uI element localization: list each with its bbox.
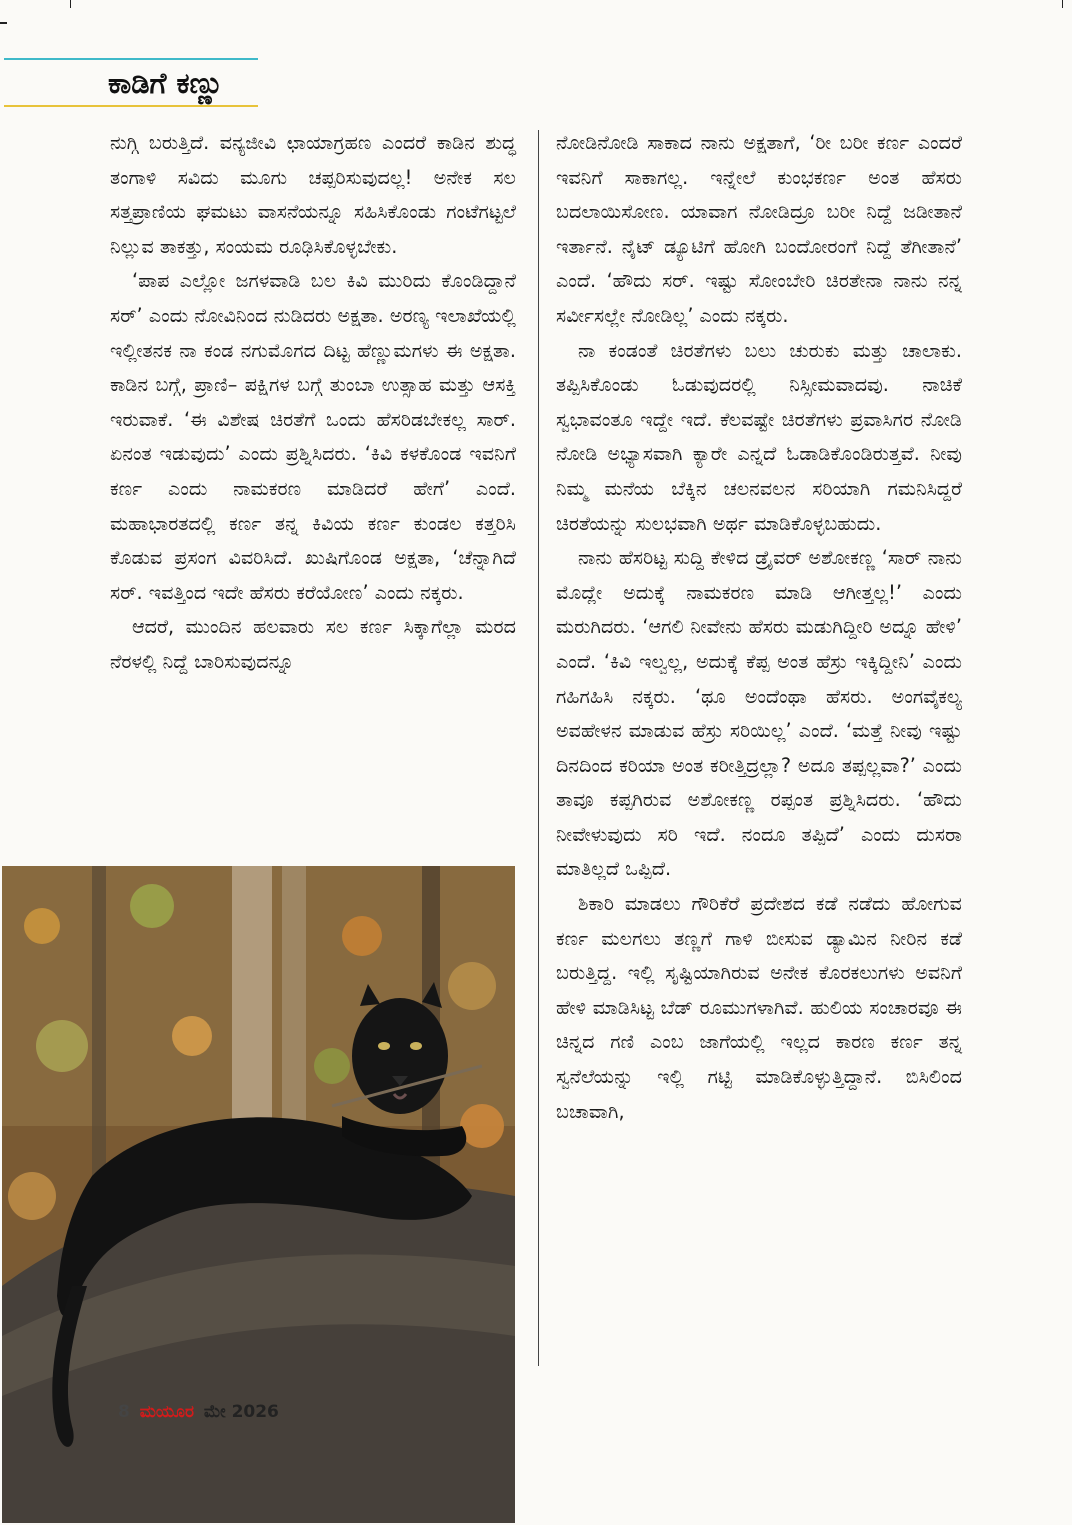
section-title: ಕಾಡಿಗೆ ಕಣ್ಣು xyxy=(108,66,224,100)
right-column xyxy=(556,126,962,1129)
paragraph: ನಾನು ಹೆಸರಿಟ್ಟ ಸುದ್ದಿ ಕೇಳಿದ ಡ್ರೈವರ್ ಅಶೋಕಣ್ಣ ‘ಸಾರ್ ನಾನು ಮೊದ್ಲೇ ಅದುಕ್ಕೆ ನಾಮಕರಣ ಮಾಡಿ ಆಗೀತ್ತಲ್ಲ!’ ಎಂದು ಮರುಗಿದರು. ‘ಆಗಲಿ ನೀವೇನು ಹೆಸರು ಮಡುಗಿದ್ದೀರಿ ಅದ್ನೂ ಹೇಳಿ’ ಎಂದೆ. ‘ಕಿವಿ ಇಲ್ವಲ್ಲ, ಅದುಕ್ಕೆ ಕೆಪ್ಪ ಅಂತ ಹೆಸ್ರು ಇಕ್ಕಿದ್ದೀನಿ’ ಎಂದು ಗಹಿಗಹಿಸಿ ನಕ್ಕರು. ‘ಥೂ ಅಂದೆಂಥಾ ಹೆಸರು. ಅಂಗವೈಕಲ್ಯ ಅವಹೇಳನ ಮಾಡುವ ಹೆಸ್ರು ಸರಿಯಿಲ್ಲ’ ಎಂದೆ. ‘ಮತ್ತೆ ನೀವು ಇಷ್ಟು ದಿನದಿಂದ ಕರಿಯಾ ಅಂತ ಕರೀತ್ತಿದ್ರಲ್ಲಾ? ಅದೂ ತಪ್ಪಲ್ಲವಾ?’ ಎಂದು ತಾವೂ ಕಪ್ಪಗಿರುವ ಅಶೋಕಣ್ಣ ರಪ್ಪಂತ ಪ್ರಶ್ನಿಸಿದರು. ‘ಹೌದು ನೀವೇಳುವುದು ಸರಿ ಇದೆ. ನಂದೂ ತಪ್ಪಿದೆ’ ಎಂದು ದುಸರಾ ಮಾತಿಲ್ಲದೆ ಒಪ್ಪಿದೆ. xyxy=(556,546,962,881)
paragraph: ‘ಪಾಪ ಎಲ್ಲೋ ಜಗಳವಾಡಿ ಬಲ ಕಿವಿ ಮುರಿದು ಕೊಂಡಿದ್ದಾನೆ ಸರ್’ ಎಂದು ನೋವಿನಿಂದ ನುಡಿದರು ಅಕ್ಷತಾ. ಅರಣ್ಯ ಇಲಾಖೆಯಲ್ಲಿ ಇಲ್ಲೀತನಕ ನಾ ಕಂಡ ನಗುಮೊಗದ ದಿಟ್ಟ ಹೆಣ್ಣುಮಗಳು ಈ ಅಕ್ಷತಾ. ಕಾಡಿನ ಬಗ್ಗೆ, ಪ್ರಾಣಿ– ಪಕ್ಷಿಗಳ ಬಗ್ಗೆ ತುಂಬಾ ಉತ್ಸಾಹ ಮತ್ತು ಆಸಕ್ತಿ ಇರುವಾಕೆ. ‘ಈ ವಿಶೇಷ ಚಿರತೆಗೆ ಒಂದು ಹೆಸರಿಡಬೇಕಲ್ಲ ಸಾರ್. ಏನಂತ ಇಡುವುದು’ ಎಂದು ಪ್ರಶ್ನಿಸಿದರು. ‘ಕಿವಿ ಕಳಕೊಂಡ ಇವನಿಗೆ ಕರ್ಣ ಎಂದು ನಾಮಕರಣ ಮಾಡಿದರೆ ಹೇಗೆ’ ಎಂದೆ. ಮಹಾಭಾರತದಲ್ಲಿ ಕರ್ಣ ತನ್ನ ಕಿವಿಯ ಕರ್ಣ ಕುಂಡಲ ಕತ್ತರಿಸಿ ಕೊಡುವ ಪ್ರಸಂಗ ವಿವರಿಸಿದೆ. ಖುಷಿಗೊಂಡ ಅಕ್ಷತಾ, ‘ಚೆನ್ನಾಗಿದೆ ಸರ್. ಇವತ್ತಿಂದ ಇದೇ ಹೆಸರು ಕರೆಯೋಣ’ ಎಂದು ನಕ್ಕರು. xyxy=(110,269,516,604)
magazine-name: ಮಯೂರ xyxy=(139,1402,194,1422)
paragraph: ನೋಡಿನೋಡಿ ಸಾಕಾದ ನಾನು ಅಕ್ಷತಾಗೆ, ‘ರೀ ಬರೀ ಕರ್ಣ ಎಂದರೆ ಇವನಿಗೆ ಸಾಕಾಗಲ್ಲ. ಇನ್ನೇಲೆ ಕುಂಭಕರ್ಣ ಅಂತ ಹೆಸರು ಬದಲಾಯಿಸೋಣ. ಯಾವಾಗ ನೋಡಿದ್ರೂ ಬರೀ ನಿದ್ದೆ ಜಡೀತಾನೆ ಇರ್ತಾನೆ. ನೈಟ್ ಡ್ಯೂಟಿಗೆ ಹೋಗಿ ಬಂದೋರಂಗೆ ನಿದ್ದೆ ತೆಗೀತಾನೆ’ ಎಂದೆ. ‘ಹೌದು ಸರ್. ಇಷ್ಟು ಸೋಂಬೇರಿ ಚಿರತೇನಾ ನಾನು ನನ್ನ ಸರ್ವೀಸಲ್ಲೇ ನೋಡಿಲ್ಲ’ ಎಂದು ನಕ್ಕರು. xyxy=(556,131,962,327)
black-panther-photo xyxy=(2,866,515,1523)
paragraph: ಶಿಕಾರಿ ಮಾಡಲು ಗೌರಿಕೆರೆ ಪ್ರದೇಶದ ಕಡೆ ನಡೆದು ಹೋಗುವ ಕರ್ಣ ಮಲಗಲು ತಣ್ಣಗೆ ಗಾಳಿ ಬೀಸುವ ಡ್ಯಾಮಿನ ನೀರಿನ ಕಡೆ ಬರುತ್ತಿದ್ದ. ಇಲ್ಲಿ ಸೃಷ್ಟಿಯಾಗಿರುವ ಅನೇಕ ಕೊರಕಲುಗಳು ಅವನಿಗೆ ಹೇಳಿ ಮಾಡಿಸಿಟ್ಟ ಬೆಡ್ ರೂಮುಗಳಾಗಿವೆ. ಹುಲಿಯ ಸಂಚಾರವೂ ಈ ಚಿನ್ನದ ಗಣಿ ಎಂಬ ಜಾಗೆಯಲ್ಲಿ ಇಲ್ಲದ ಕಾರಣ ಕರ್ಣ ತನ್ನ ಸ್ವನೆಲೆಯನ್ನು ಇಲ್ಲಿ ಗಟ್ಟಿ ಮಾಡಿಕೊಳ್ಳುತ್ತಿದ್ದಾನೆ. ಬಿಸಿಲಿಂದ ಬಚಾವಾಗಿ, xyxy=(556,892,962,1123)
header-rule-bottom xyxy=(4,105,258,107)
header-rule-top xyxy=(4,58,258,60)
column-divider xyxy=(538,130,539,1366)
paragraph: ನುಗ್ಗಿ ಬರುತ್ತಿದೆ. ವನ್ಯಜೀವಿ ಛಾಯಾಗ್ರಹಣ ಎಂದರೆ ಕಾಡಿನ ಶುದ್ಧ ತಂಗಾಳಿ ಸವಿದು ಮೂಗು ಚಪ್ಪರಿಸುವುದಲ್ಲ! ಅನೇಕ ಸಲ ಸತ್ತಪ್ರಾಣಿಯ ಘಮಟು ವಾಸನೆಯನ್ನೂ ಸಹಿಸಿಕೊಂಡು ಗಂಟೆಗಟ್ಟಲೆ ನಿಲ್ಲುವ ತಾಕತ್ತು, ಸಂಯಮ ರೂಢಿಸಿಕೊಳ್ಳಬೇಕು. xyxy=(110,131,516,258)
paragraph: ನಾ ಕಂಡಂತೆ ಚಿರತೆಗಳು ಬಲು ಚುರುಕು ಮತ್ತು ಚಾಲಾಕು. ತಪ್ಪಿಸಿಕೊಂಡು ಓಡುವುದರಲ್ಲಿ ನಿಸ್ಸೀಮವಾದವು. ನಾಚಿಕೆ ಸ್ವಭಾವಂತೂ ಇದ್ದೇ ಇದೆ. ಕೆಲವಷ್ಟೇ ಚಿರತೆಗಳು ಪ್ರವಾಸಿಗರ ನೋಡಿ ನೋಡಿ ಅಭ್ಯಾಸವಾಗಿ ಕ್ಯಾರೇ ಎನ್ನದೆ ಓಡಾಡಿಕೊಂಡಿರುತ್ತವೆ. ನೀವು ನಿಮ್ಮ ಮನೆಯ ಬೆಕ್ಕಿನ ಚಲನವಲನ ಸರಿಯಾಗಿ ಗಮನಿಸಿದ್ದರೆ ಚಿರತೆಯನ್ನು ಸುಲಭವಾಗಿ ಅರ್ಥ ಮಾಡಿಕೊಳ್ಳಬಹುದು. xyxy=(556,338,962,535)
section-header xyxy=(0,58,260,108)
page-number: 8 xyxy=(118,1402,130,1422)
paragraph: ಆದರೆ, ಮುಂದಿನ ಹಲವಾರು ಸಲ ಕರ್ಣ ಸಿಕ್ಕಾಗೆಲ್ಲಾ ಮರದ ನೆರಳಲ್ಲಿ ನಿದ್ದೆ ಬಾರಿಸುವುದನ್ನೂ xyxy=(110,615,516,673)
left-column xyxy=(110,126,516,680)
crop-mark xyxy=(0,22,7,24)
crop-mark xyxy=(1062,0,1063,8)
panther-illustration xyxy=(2,866,515,1523)
issue-date: ಮೇ 2026 xyxy=(203,1402,279,1422)
page-footer xyxy=(118,1402,279,1422)
crop-mark xyxy=(70,0,71,8)
